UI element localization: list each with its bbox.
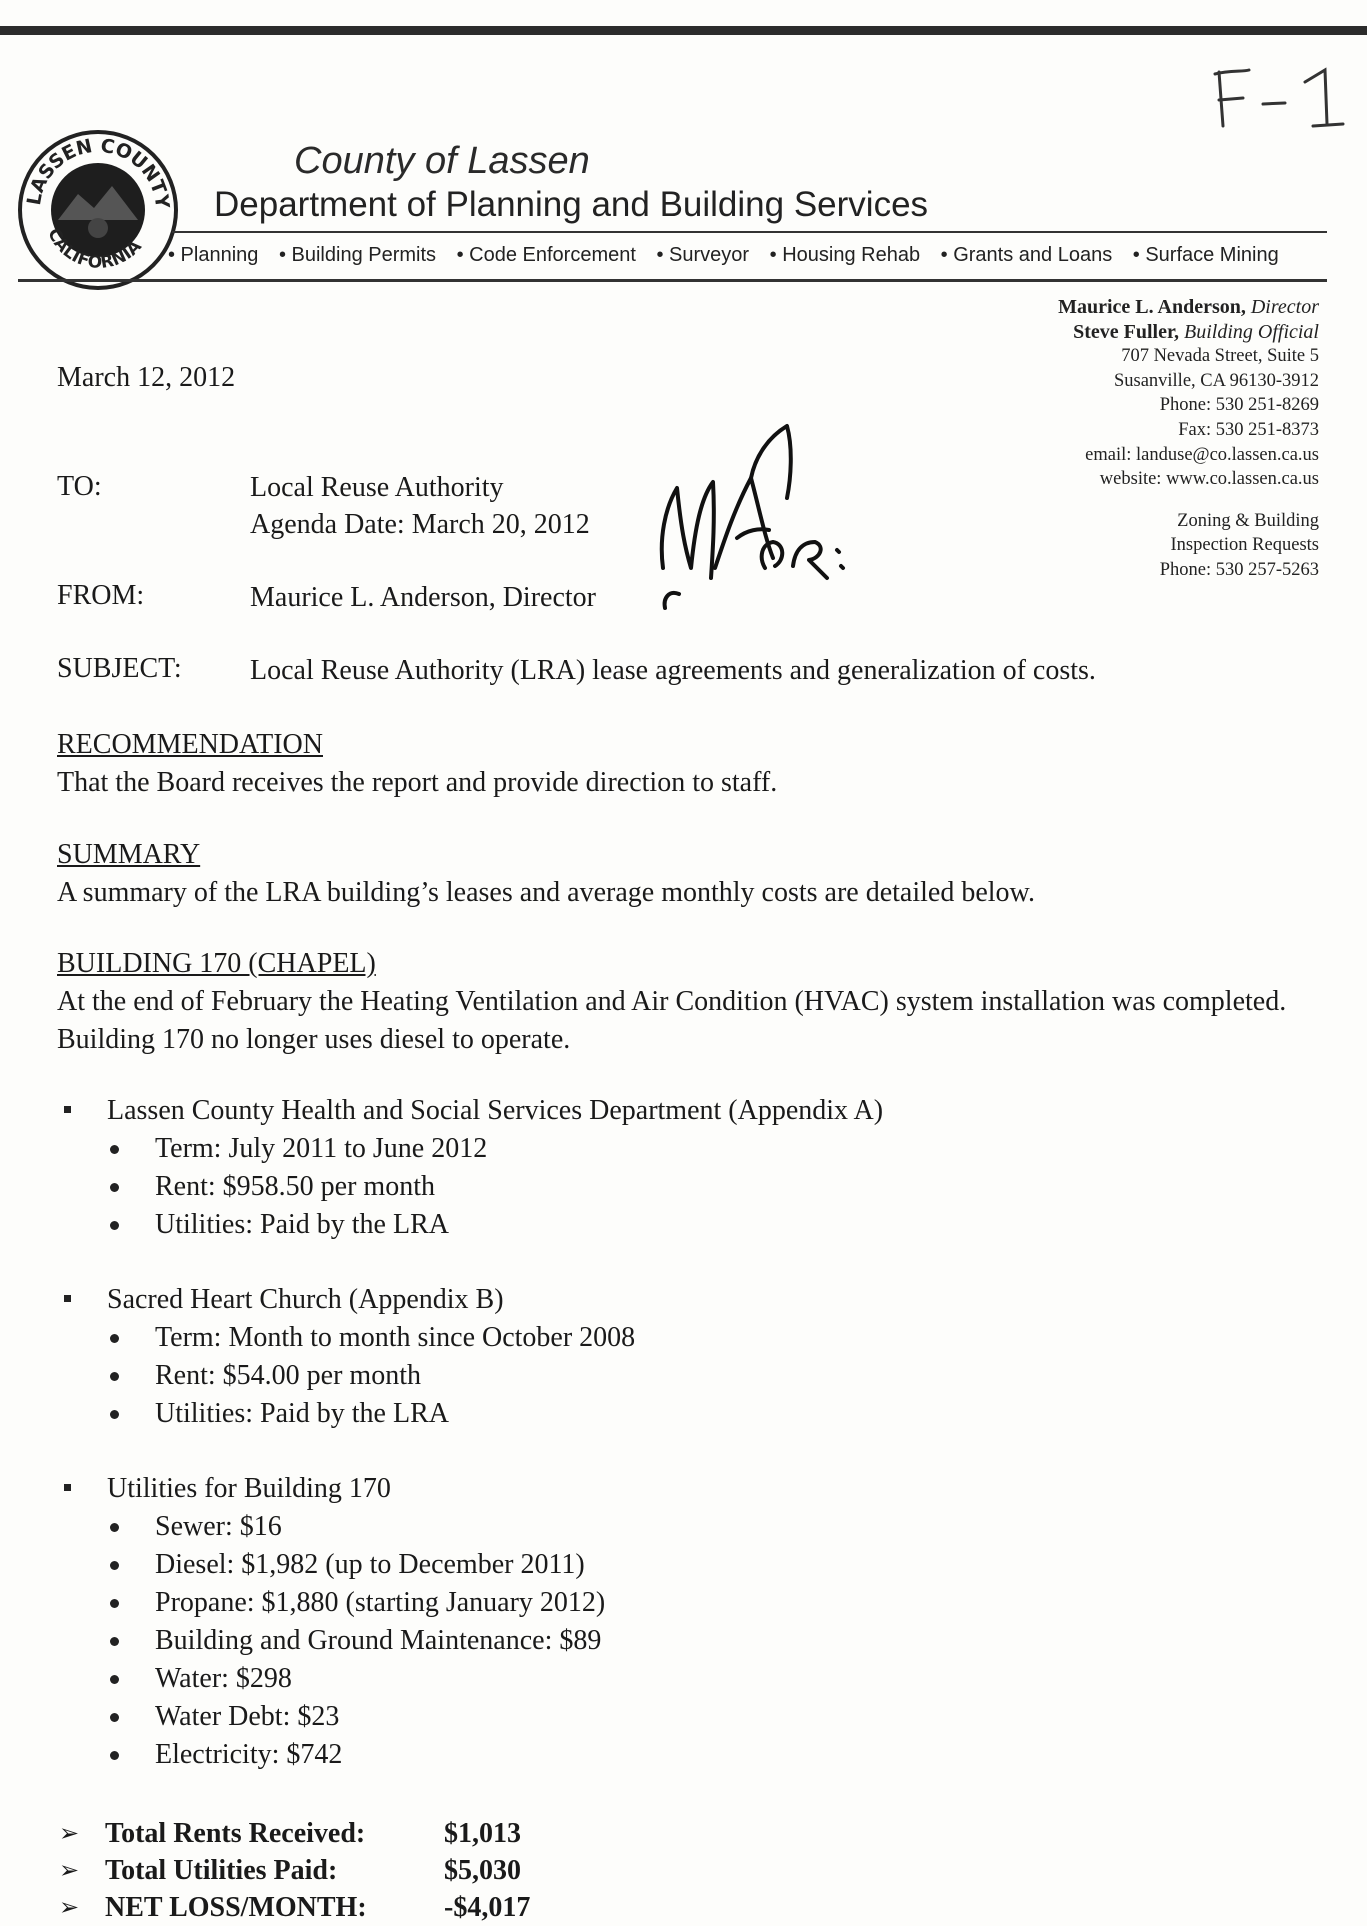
lease-group-health [57, 1092, 1332, 1130]
summary-text: A summary of the LRA building’s leases and average monthly costs are detailed below. [57, 877, 1035, 908]
subject-value: Local Reuse Authority (LRA) lease agreements and generalization of costs. [250, 655, 1096, 686]
address-line-2: Susanville, CA 96130-3912 [1113, 370, 1319, 391]
zoning-phone-line: Phone: 530 257-5263 [1159, 559, 1319, 580]
recommendation-heading: RECOMMENDATION [57, 729, 323, 760]
arrow-bullet-icon: ➢ [59, 1893, 80, 1921]
total-label: Total Utilities Paid: [105, 1855, 338, 1886]
from-value: Maurice L. Anderson, Director [250, 582, 596, 613]
list-item: Term: Month to month since October 2008 [57, 1319, 1332, 1357]
phone-line: Phone: 530 251-8269 [1159, 395, 1319, 416]
list-item: Rent: $958.50 per month [57, 1168, 1332, 1206]
group-title: Utilities for Building 170 [57, 1470, 1332, 1508]
department-name: Department of Planning and Building Services [214, 185, 929, 224]
website-line: website: www.co.lassen.ca.us [1099, 469, 1319, 490]
list-item: Water: $298 [57, 1660, 1332, 1698]
fax-line: Fax: 530 251-8373 [1178, 419, 1319, 440]
total-value: $1,013 [444, 1818, 521, 1849]
handwritten-signature [655, 418, 855, 630]
contact-block [1058, 295, 1319, 583]
building-section [57, 945, 1332, 1059]
list-item: Utilities: Paid by the LRA [57, 1206, 1332, 1244]
list-item: Utilities: Paid by the LRA [57, 1395, 1332, 1433]
top-edge-bar [0, 26, 1367, 35]
net-loss-row [57, 1889, 531, 1926]
agenda-date: Agenda Date: March 20, 2012 [250, 509, 590, 540]
recommendation-section [57, 726, 1332, 802]
list-item: Rent: $54.00 per month [57, 1357, 1332, 1395]
total-value: -$4,017 [444, 1892, 531, 1923]
service-item: • Building Permits [278, 244, 437, 266]
total-value: $5,030 [444, 1855, 521, 1886]
zoning-line-1: Zoning & Building [1177, 510, 1319, 531]
lease-details-church [57, 1319, 1332, 1433]
email-line: email: landuse@co.lassen.ca.us [1085, 444, 1319, 465]
list-item: Sewer: $16 [57, 1508, 1332, 1546]
group-title: Sacred Heart Church (Appendix B) [57, 1281, 1332, 1319]
service-item: • Surveyor [656, 244, 750, 266]
header-bottom-rule [18, 279, 1327, 282]
total-rents-row [57, 1815, 521, 1852]
director-line: Maurice L. Anderson, Director [1058, 296, 1319, 318]
header-divider [172, 231, 1327, 233]
totals-block [57, 1815, 531, 1926]
county-seal-icon [16, 128, 181, 293]
arrow-bullet-icon: ➢ [59, 1856, 80, 1884]
service-item: • Housing Rehab [769, 244, 921, 266]
county-name: County of Lassen [294, 140, 590, 182]
total-label: Total Rents Received: [105, 1818, 366, 1849]
list-item: Water Debt: $23 [57, 1698, 1332, 1736]
group-title: Lassen County Health and Social Services Department (Appendix A) [57, 1092, 1332, 1130]
lease-details-health [57, 1130, 1332, 1244]
handwritten-f1-mark [1205, 60, 1355, 140]
utilities-group [57, 1470, 1332, 1508]
utilities-details [57, 1508, 1332, 1774]
total-label: NET LOSS/MONTH: [105, 1892, 367, 1923]
list-item: Electricity: $742 [57, 1736, 1332, 1774]
building-heading: BUILDING 170 (CHAPEL) [57, 948, 376, 979]
service-item: • Planning [168, 244, 259, 266]
to-block [250, 469, 590, 543]
svg-text:CALIFORNIA: CALIFORNIA [43, 225, 146, 274]
list-item: Building and Ground Maintenance: $89 [57, 1622, 1332, 1660]
memo-date: March 12, 2012 [57, 362, 236, 393]
service-item: • Surface Mining [1132, 244, 1279, 266]
to-value: Local Reuse Authority [250, 472, 504, 503]
list-item: Propane: $1,880 (starting January 2012) [57, 1584, 1332, 1622]
list-item: Term: July 2011 to June 2012 [57, 1130, 1332, 1168]
service-item: • Code Enforcement [456, 244, 636, 266]
lease-group-church [57, 1281, 1332, 1319]
building-official-line: Steve Fuller, Building Official [1073, 320, 1319, 343]
svg-text:LASSEN COUNTY: LASSEN COUNTY [23, 134, 174, 210]
zoning-line-2: Inspection Requests [1170, 535, 1319, 556]
total-utilities-row [57, 1852, 521, 1889]
building-text: At the end of February the Heating Ventilation and Air Condition (HVAC) system installation was completed. Building 170 no longer uses diesel to operate. [57, 986, 1287, 1055]
services-line [168, 244, 1294, 267]
summary-section [57, 836, 1332, 912]
from-label: FROM: [57, 580, 145, 611]
service-item: • Grants and Loans [940, 244, 1113, 266]
subject-label: SUBJECT: [57, 653, 182, 684]
list-item: Diesel: $1,982 (up to December 2011) [57, 1546, 1332, 1584]
summary-heading: SUMMARY [57, 839, 201, 870]
recommendation-text: That the Board receives the report and provide direction to staff. [57, 767, 778, 798]
to-label: TO: [57, 471, 102, 502]
arrow-bullet-icon: ➢ [59, 1819, 80, 1847]
address-line-1: 707 Nevada Street, Suite 5 [1121, 346, 1319, 367]
